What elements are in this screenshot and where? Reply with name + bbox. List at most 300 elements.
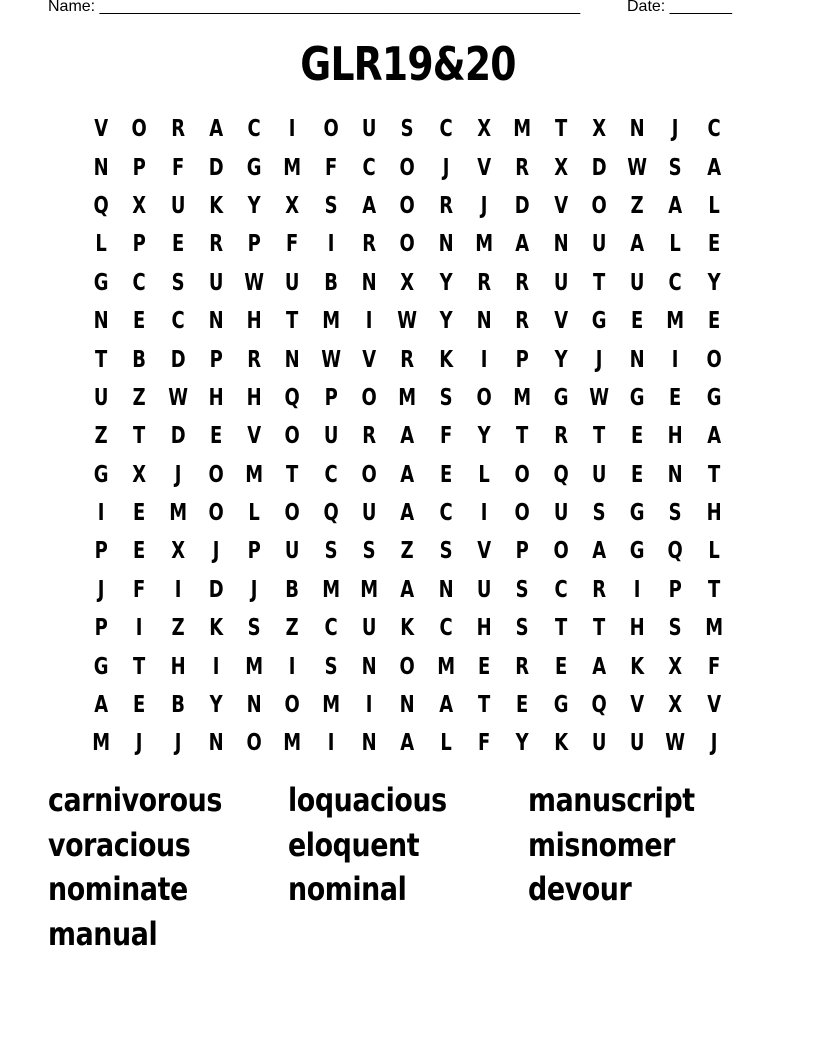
grid-cell: Q: [284, 384, 301, 411]
grid-cell: A: [400, 423, 415, 450]
grid-cell: N: [93, 154, 109, 181]
grid-cell: E: [477, 653, 491, 680]
grid-cell: O: [399, 192, 416, 219]
grid-cell: S: [669, 154, 683, 181]
grid-cell: H: [629, 615, 645, 642]
grid-cell: T: [707, 576, 721, 603]
grid-cell: K: [438, 346, 453, 373]
grid-cell: M: [92, 730, 111, 757]
grid-cell: T: [286, 308, 299, 335]
grid-cell: J: [480, 192, 488, 219]
grid-cell: M: [398, 384, 417, 411]
grid-cell: O: [399, 154, 416, 181]
grid-cell: O: [399, 653, 416, 680]
grid-cell: M: [475, 231, 494, 258]
grid-cell: J: [250, 576, 258, 603]
grid-cell: A: [94, 692, 109, 719]
grid-cell: H: [246, 308, 262, 335]
grid-cell: X: [170, 538, 185, 565]
grid-cell: D: [208, 576, 224, 603]
grid-cell: S: [171, 269, 185, 296]
grid-cell: U: [323, 423, 339, 450]
grid-cell: I: [289, 116, 296, 143]
grid-cell: B: [324, 269, 338, 296]
grid-cell: Y: [554, 346, 568, 373]
grid-cell: N: [400, 692, 416, 719]
grid-cell: F: [324, 154, 338, 181]
grid-cell: A: [209, 116, 223, 143]
grid-cell: E: [439, 461, 452, 488]
grid-cell: J: [672, 116, 679, 143]
grid-cell: H: [208, 384, 224, 411]
grid-cell: E: [133, 500, 146, 527]
grid-cell: O: [284, 692, 301, 719]
grid-cell: I: [136, 615, 143, 642]
grid-cell: I: [633, 576, 641, 603]
grid-cell: S: [669, 500, 683, 527]
grid-cell: G: [93, 653, 109, 680]
grid-cell: H: [476, 615, 492, 642]
grid-cell: U: [285, 538, 300, 565]
grid-cell: T: [707, 461, 721, 488]
grid-cell: U: [630, 269, 645, 296]
grid-cell: V: [553, 308, 568, 335]
word-list-item: misnomer: [528, 825, 675, 864]
grid-cell: Y: [247, 192, 261, 219]
grid-cell: M: [283, 730, 302, 757]
grid-cell: X: [668, 653, 683, 680]
grid-cell: Z: [171, 615, 185, 642]
grid-cell: V: [247, 423, 262, 450]
grid-cell: E: [554, 653, 567, 680]
grid-cell: B: [132, 346, 147, 373]
grid-cell: S: [247, 615, 261, 642]
grid-cell: Q: [667, 538, 684, 565]
grid-cell: V: [477, 154, 492, 181]
grid-cell: N: [668, 461, 684, 488]
grid-cell: Y: [209, 692, 223, 719]
grid-cell: O: [399, 231, 416, 258]
grid-cell: P: [132, 231, 147, 258]
grid-cell: M: [245, 461, 264, 488]
grid-cell: F: [439, 423, 452, 450]
page-title: GLR19&20: [300, 37, 516, 91]
grid-cell: E: [516, 692, 529, 719]
grid-cell: D: [591, 154, 607, 181]
grid-cell: K: [630, 653, 645, 680]
grid-cell: Z: [630, 192, 644, 219]
grid-cell: G: [93, 269, 109, 296]
grid-cell: M: [168, 500, 187, 527]
word-list-item: manuscript: [528, 781, 695, 819]
grid-cell: N: [361, 269, 377, 296]
grid-cell: P: [515, 346, 529, 373]
grid-cell: W: [589, 384, 609, 411]
grid-cell: L: [248, 500, 261, 527]
grid-cell: F: [286, 231, 299, 258]
grid-cell: H: [668, 423, 684, 450]
grid-cell: T: [554, 116, 567, 143]
grid-cell: R: [209, 231, 223, 258]
grid-cell: J: [595, 346, 603, 373]
grid-cell: U: [361, 116, 377, 143]
grid-cell: B: [285, 576, 300, 603]
grid-cell: I: [672, 346, 679, 373]
grid-cell: N: [438, 576, 454, 603]
grid-cell: N: [476, 308, 492, 335]
grid-cell: X: [132, 461, 147, 488]
grid-cell: H: [170, 653, 186, 680]
grid-cell: N: [361, 730, 377, 757]
grid-cell: A: [668, 192, 683, 219]
grid-cell: U: [361, 615, 377, 642]
grid-cell: I: [289, 653, 296, 680]
grid-cell: E: [707, 231, 721, 258]
grid-cell: V: [362, 346, 377, 373]
grid-cell: I: [480, 500, 488, 527]
grid-cell: N: [285, 346, 301, 373]
grid-cell: L: [669, 231, 682, 258]
grid-cell: Y: [439, 308, 453, 335]
grid-cell: H: [246, 384, 262, 411]
grid-cell: U: [476, 576, 492, 603]
grid-cell: R: [515, 154, 530, 181]
grid-cell: M: [513, 384, 532, 411]
grid-cell: O: [514, 461, 531, 488]
grid-cell: T: [133, 423, 146, 450]
grid-cell: Y: [439, 269, 453, 296]
grid-cell: X: [553, 154, 568, 181]
grid-cell: Y: [477, 423, 491, 450]
grid-cell: S: [439, 538, 453, 565]
grid-cell: S: [324, 538, 338, 565]
word-list-item: nominate: [48, 870, 188, 908]
grid-cell: T: [554, 615, 567, 642]
grid-cell: M: [513, 116, 532, 143]
word-search-grid: [82, 110, 733, 763]
grid-cell: C: [439, 615, 453, 642]
grid-cell: D: [208, 154, 224, 181]
grid-cell: G: [629, 500, 645, 527]
grid-cell: I: [212, 653, 220, 680]
grid-cell: M: [704, 615, 723, 642]
grid-cell: X: [400, 269, 415, 296]
grid-cell: T: [516, 423, 529, 450]
grid-cell: O: [208, 500, 224, 527]
grid-cell: E: [133, 538, 146, 565]
grid-cell: A: [630, 231, 645, 258]
grid-cell: E: [631, 423, 644, 450]
grid-cell: U: [591, 231, 607, 258]
grid-cell: Z: [286, 615, 300, 642]
grid-cell: O: [323, 116, 339, 143]
grid-cell: O: [361, 384, 377, 411]
grid-cell: V: [477, 538, 492, 565]
grid-cell: L: [708, 192, 720, 219]
word-list: [48, 778, 768, 956]
grid-cell: G: [629, 538, 645, 565]
grid-cell: P: [515, 538, 529, 565]
grid-cell: R: [515, 308, 530, 335]
grid-cell: A: [706, 423, 721, 450]
grid-cell: G: [629, 384, 645, 411]
grid-cell: G: [93, 461, 109, 488]
grid-cell: T: [95, 346, 108, 373]
grid-cell: P: [94, 615, 108, 642]
grid-cell: O: [476, 384, 492, 411]
grid-cell: J: [136, 730, 143, 757]
word-list-item: eloquent: [288, 825, 420, 864]
grid-cell: Z: [401, 538, 415, 565]
grid-cell: C: [324, 461, 338, 488]
grid-cell: S: [362, 538, 376, 565]
word-list-item: manual: [48, 914, 158, 953]
grid-cell: C: [171, 308, 185, 335]
grid-cell: E: [209, 423, 223, 450]
grid-cell: G: [553, 384, 569, 411]
grid-cell: N: [553, 231, 569, 258]
grid-cell: R: [515, 269, 530, 296]
grid-cell: L: [478, 461, 490, 488]
word-list-item: carnivorous: [48, 781, 222, 819]
grid-cell: Q: [553, 461, 569, 488]
grid-cell: J: [212, 538, 220, 565]
grid-cell: R: [247, 346, 262, 373]
grid-cell: P: [209, 346, 223, 373]
grid-cell: E: [707, 308, 721, 335]
grid-cell: M: [245, 653, 264, 680]
grid-cell: K: [209, 192, 223, 219]
grid-cell: A: [706, 154, 721, 181]
grid-cell: N: [629, 116, 645, 143]
grid-cell: T: [592, 615, 606, 642]
grid-cell: P: [132, 154, 147, 181]
grid-cell: A: [438, 692, 453, 719]
grid-cell: O: [591, 192, 607, 219]
grid-cell: V: [553, 192, 568, 219]
grid-cell: N: [361, 653, 377, 680]
grid-cell: J: [442, 154, 450, 181]
grid-cell: A: [362, 192, 377, 219]
grid-cell: H: [706, 500, 722, 527]
word-list-item: devour: [528, 870, 632, 908]
grid-cell: R: [515, 653, 530, 680]
grid-cell: I: [174, 576, 182, 603]
grid-cell: R: [400, 346, 415, 373]
grid-cell: W: [397, 308, 418, 335]
grid-cell: T: [592, 423, 606, 450]
grid-cell: D: [514, 192, 530, 219]
grid-cell: K: [553, 730, 568, 757]
grid-cell: O: [246, 730, 262, 757]
grid-cell: C: [324, 615, 338, 642]
grid-cell: S: [401, 116, 414, 143]
grid-cell: A: [515, 231, 530, 258]
grid-cell: C: [707, 116, 721, 143]
grid-cell: F: [133, 576, 146, 603]
grid-cell: P: [94, 538, 108, 565]
date-field-label: Date: _______: [627, 0, 732, 15]
grid-cell: M: [283, 154, 302, 181]
grid-cell: Z: [94, 423, 108, 450]
grid-cell: C: [247, 116, 261, 143]
grid-cell: D: [170, 346, 186, 373]
grid-cell: M: [360, 576, 379, 603]
grid-cell: U: [553, 500, 568, 527]
grid-cell: Q: [323, 500, 339, 527]
grid-cell: U: [285, 269, 300, 296]
grid-cell: S: [592, 500, 606, 527]
grid-cell: A: [592, 653, 606, 680]
grid-cell: P: [247, 231, 261, 258]
grid-cell: N: [438, 231, 454, 258]
grid-cell: X: [668, 692, 683, 719]
grid-cell: O: [553, 538, 569, 565]
grid-cell: D: [170, 423, 186, 450]
grid-cell: M: [436, 653, 455, 680]
grid-cell: R: [438, 192, 453, 219]
grid-cell: K: [400, 615, 415, 642]
grid-cell: S: [669, 615, 683, 642]
grid-cell: P: [247, 538, 261, 565]
grid-cell: Q: [591, 692, 607, 719]
grid-cell: W: [321, 346, 341, 373]
grid-cell: G: [246, 154, 262, 181]
grid-cell: R: [362, 423, 377, 450]
grid-cell: G: [706, 384, 722, 411]
grid-cell: J: [97, 576, 105, 603]
grid-cell: E: [631, 461, 644, 488]
grid-cell: U: [208, 269, 224, 296]
grid-cell: A: [592, 538, 606, 565]
grid-cell: P: [324, 384, 338, 411]
grid-cell: S: [324, 192, 338, 219]
grid-cell: U: [170, 192, 186, 219]
grid-cell: N: [629, 346, 645, 373]
grid-cell: I: [365, 692, 373, 719]
word-list-item: nominal: [288, 870, 407, 908]
grid-cell: V: [94, 116, 109, 143]
grid-cell: T: [592, 269, 606, 296]
grid-cell: O: [514, 500, 531, 527]
grid-cell: T: [133, 653, 146, 680]
grid-cell: I: [97, 500, 105, 527]
grid-cell: U: [93, 384, 109, 411]
grid-cell: C: [554, 576, 568, 603]
grid-cell: F: [477, 730, 491, 757]
grid-cell: V: [706, 692, 721, 719]
grid-cell: O: [131, 116, 148, 143]
grid-cell: X: [285, 192, 300, 219]
grid-cell: A: [400, 500, 415, 527]
grid-cell: O: [284, 423, 301, 450]
grid-cell: C: [669, 269, 683, 296]
grid-cell: S: [324, 653, 338, 680]
grid-cell: J: [174, 461, 182, 488]
grid-cell: S: [439, 384, 453, 411]
grid-cell: I: [365, 308, 373, 335]
grid-cell: R: [592, 576, 606, 603]
grid-cell: K: [209, 615, 223, 642]
grid-cell: G: [591, 308, 607, 335]
grid-cell: E: [133, 692, 146, 719]
grid-cell: T: [286, 461, 299, 488]
grid-cell: X: [592, 116, 606, 143]
grid-cell: F: [171, 154, 184, 181]
grid-cell: P: [669, 576, 683, 603]
grid-cell: N: [93, 308, 109, 335]
header-line: [48, 0, 748, 20]
grid-cell: O: [706, 346, 722, 373]
grid-cell: M: [322, 576, 340, 603]
grid-cell: A: [400, 461, 415, 488]
grid-cell: C: [439, 500, 453, 527]
grid-cell: L: [708, 538, 720, 565]
grid-cell: L: [95, 231, 107, 258]
grid-cell: I: [327, 730, 335, 757]
grid-cell: U: [591, 730, 607, 757]
grid-cell: M: [322, 692, 340, 719]
grid-cell: T: [477, 692, 491, 719]
grid-cell: N: [208, 308, 224, 335]
word-list-item: loquacious: [288, 781, 447, 819]
grid-cell: U: [553, 269, 568, 296]
grid-cell: Y: [707, 269, 721, 296]
grid-cell: W: [167, 384, 188, 411]
grid-cell: G: [553, 692, 569, 719]
grid-cell: E: [631, 308, 644, 335]
grid-cell: C: [439, 116, 453, 143]
grid-cell: C: [362, 154, 376, 181]
grid-cell: V: [630, 692, 645, 719]
grid-cell: L: [440, 730, 452, 757]
grid-cell: N: [246, 692, 262, 719]
grid-cell: M: [666, 308, 685, 335]
grid-cell: X: [477, 116, 492, 143]
grid-cell: R: [362, 231, 377, 258]
grid-cell: S: [515, 615, 529, 642]
grid-cell: R: [477, 269, 492, 296]
grid-cell: U: [591, 461, 607, 488]
grid-cell: W: [244, 269, 265, 296]
grid-cell: M: [322, 308, 340, 335]
grid-cell: E: [171, 231, 184, 258]
word-list-item: voracious: [48, 825, 191, 864]
grid-cell: R: [553, 423, 568, 450]
grid-cell: I: [327, 231, 335, 258]
grid-cell: C: [132, 269, 147, 296]
grid-cell: Y: [515, 730, 529, 757]
grid-cell: O: [208, 461, 224, 488]
grid-cell: J: [174, 730, 182, 757]
grid-cell: N: [208, 730, 224, 757]
grid-cell: R: [170, 116, 185, 143]
grid-cell: I: [480, 346, 488, 373]
grid-cell: O: [284, 500, 301, 527]
grid-cell: W: [627, 154, 648, 181]
grid-cell: O: [361, 461, 377, 488]
grid-cell: B: [170, 692, 185, 719]
grid-cell: S: [515, 576, 529, 603]
grid-cell: A: [400, 730, 415, 757]
grid-cell: X: [132, 192, 147, 219]
grid-cell: A: [400, 576, 415, 603]
grid-cell: Z: [132, 384, 146, 411]
name-field-label: Name: ______________________________________________________: [48, 0, 581, 15]
grid-cell: F: [707, 653, 721, 680]
grid-cell: E: [669, 384, 682, 411]
grid-cell: E: [133, 308, 146, 335]
